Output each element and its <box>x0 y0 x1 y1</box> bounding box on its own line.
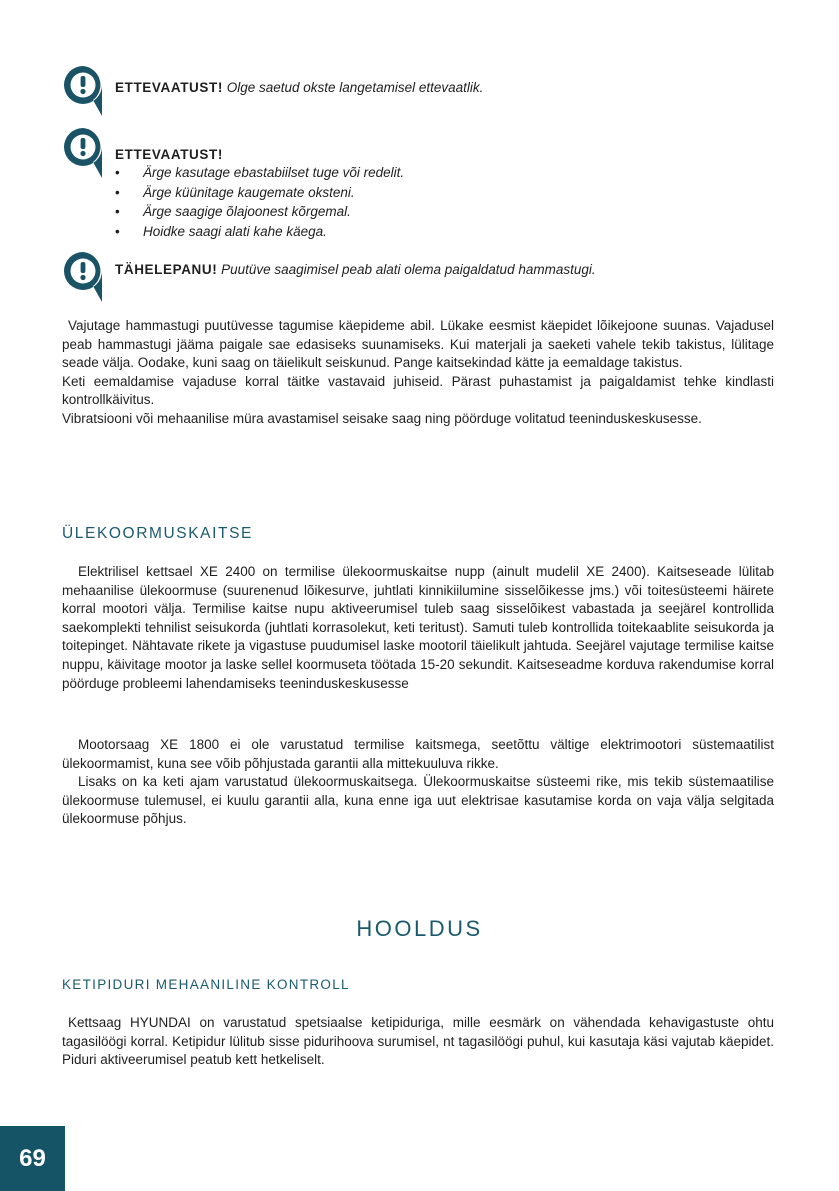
warning-exclamation-icon <box>62 250 104 304</box>
paragraph: Keti eemaldamise vajaduse korral täitke vastavaid juhiseid. Pärast puhastamist ja paigaldamist tehke kindlasti kontrollkäivitus. <box>62 373 774 408</box>
overload-text-2 <box>62 736 774 829</box>
warning-list-item: • Ärge küünitage kaugemate oksteni. <box>115 183 515 203</box>
maintenance-text <box>62 1014 774 1070</box>
intro-text <box>62 317 774 429</box>
sub-heading: KETIPIDURI MEHAANILINE KONTROLL <box>62 977 350 992</box>
paragraph: Lisaks on ka keti ajam varustatud ülekoormuskaitsega. Ülekoormuskaitse süsteemi rike, mis tekib süstemaatilise ülekoormuse tulemusel, ei kuulu garantii alla, kuna enne iga uut elektrisae kasutamise korda on vaja välja selgitada ülekoormuse põhjus. <box>62 774 774 827</box>
warning-text: Olge saetud okste langetamisel ettevaatlik. <box>226 80 484 95</box>
warning-title: TÄHELEPANU! <box>115 262 218 277</box>
section-heading: ÜLEKOORMUSKAITSE <box>62 525 253 542</box>
warning-list-item: • Ärge saagige õlajoonest kõrgemal. <box>115 202 515 222</box>
page-number: 69 <box>19 1145 46 1172</box>
paragraph: Kettsaag HYUNDAI on varustatud spetsiaalse ketipiduriga, mille eesmärk on vähendada kehavigastuste ohtu tagasilöögi korral. Ketipidur lülitub sisse pidurihoova surumisel, nt tagasilöögi puhul, kui kasutaja käsi vajutab käepidet. Piduri aktiveerumisel peatub kett hetkeliselt. <box>62 1015 774 1068</box>
paragraph: Mootorsaag XE 1800 ei ole varustatud termilise kaitsmega, seetõttu vältige elektrimootori süstemaatilist ülekoormamist, kuna see võib põhjustada garantii alla mittekuuluva rikke. <box>62 737 774 771</box>
warning-exclamation-icon <box>62 64 104 118</box>
paragraph: Vajutage hammastugi puutüvesse tagumise käepideme abil. Lükake eesmist käepidet lõikejoone suunas. Vajadusel peab hammastugi jääma paigale sae edasiseks suunamiseks. Kui materjali ja saeketi vahele tekib takistus, lülitage seade välja. Oodake, kuni saag on täielikult seiskunud. Pange kaitsekindad kätte ja eemaldage takistus. <box>62 318 774 371</box>
page-number-box <box>0 1126 65 1191</box>
main-heading: HOOLDUS <box>356 916 483 941</box>
paragraph: Elektrilisel kettsael XE 2400 on termilise ülekoormuskaitse nupp (ainult mudelil XE 2400). Kaitseseade lülitab mehaanilise ülekoormuse (suurenenud lõikesurve, juhtlati kinnikiilumine sisselõikesse jms.) või toitesüsteemi häirete korral mootori välja. Termilise kaitse nupu aktiveerumisel tuleb saag sisselõikest vabastada ja seejärel kontrollida saekomplekti tehnilist seisukorda (juhtlati korrasolekut, keti teritust). Samuti tuleb kontrollida toitekaablite seisukorda ja toitepinget. Nähtavate rikete ja vigastuse puudumisel laske mootoril täielikult jahtuda. Seejärel vajutage termilise kaitse nuppu, käivitage mootor ja laske sellel koormuseta töötada 15-20 sekundit. Kaitseseadme korduva rakendumise korral pöörduge probleemi lahendamiseks teeninduskeskusesse <box>62 564 774 691</box>
warning-text: Puutüve saagimisel peab alati olema paigaldatud hammastugi. <box>221 262 596 277</box>
warning-title: ETTEVAATUST! <box>115 147 223 162</box>
paragraph: Vibratsiooni või mehaanilise müra avastamisel seisake saag ning pöörduge volitatud teeninduskeskusesse. <box>62 410 702 426</box>
warning-list-item: • Hoidke saagi alati kahe käega. <box>115 222 515 242</box>
warning-list <box>115 163 515 241</box>
warning-exclamation-icon <box>62 126 104 180</box>
overload-text <box>62 563 774 693</box>
warning-list-item: • Ärge kasutage ebastabiilset tuge või redelit. <box>115 163 515 183</box>
warning-title: ETTEVAATUST! <box>115 80 223 95</box>
